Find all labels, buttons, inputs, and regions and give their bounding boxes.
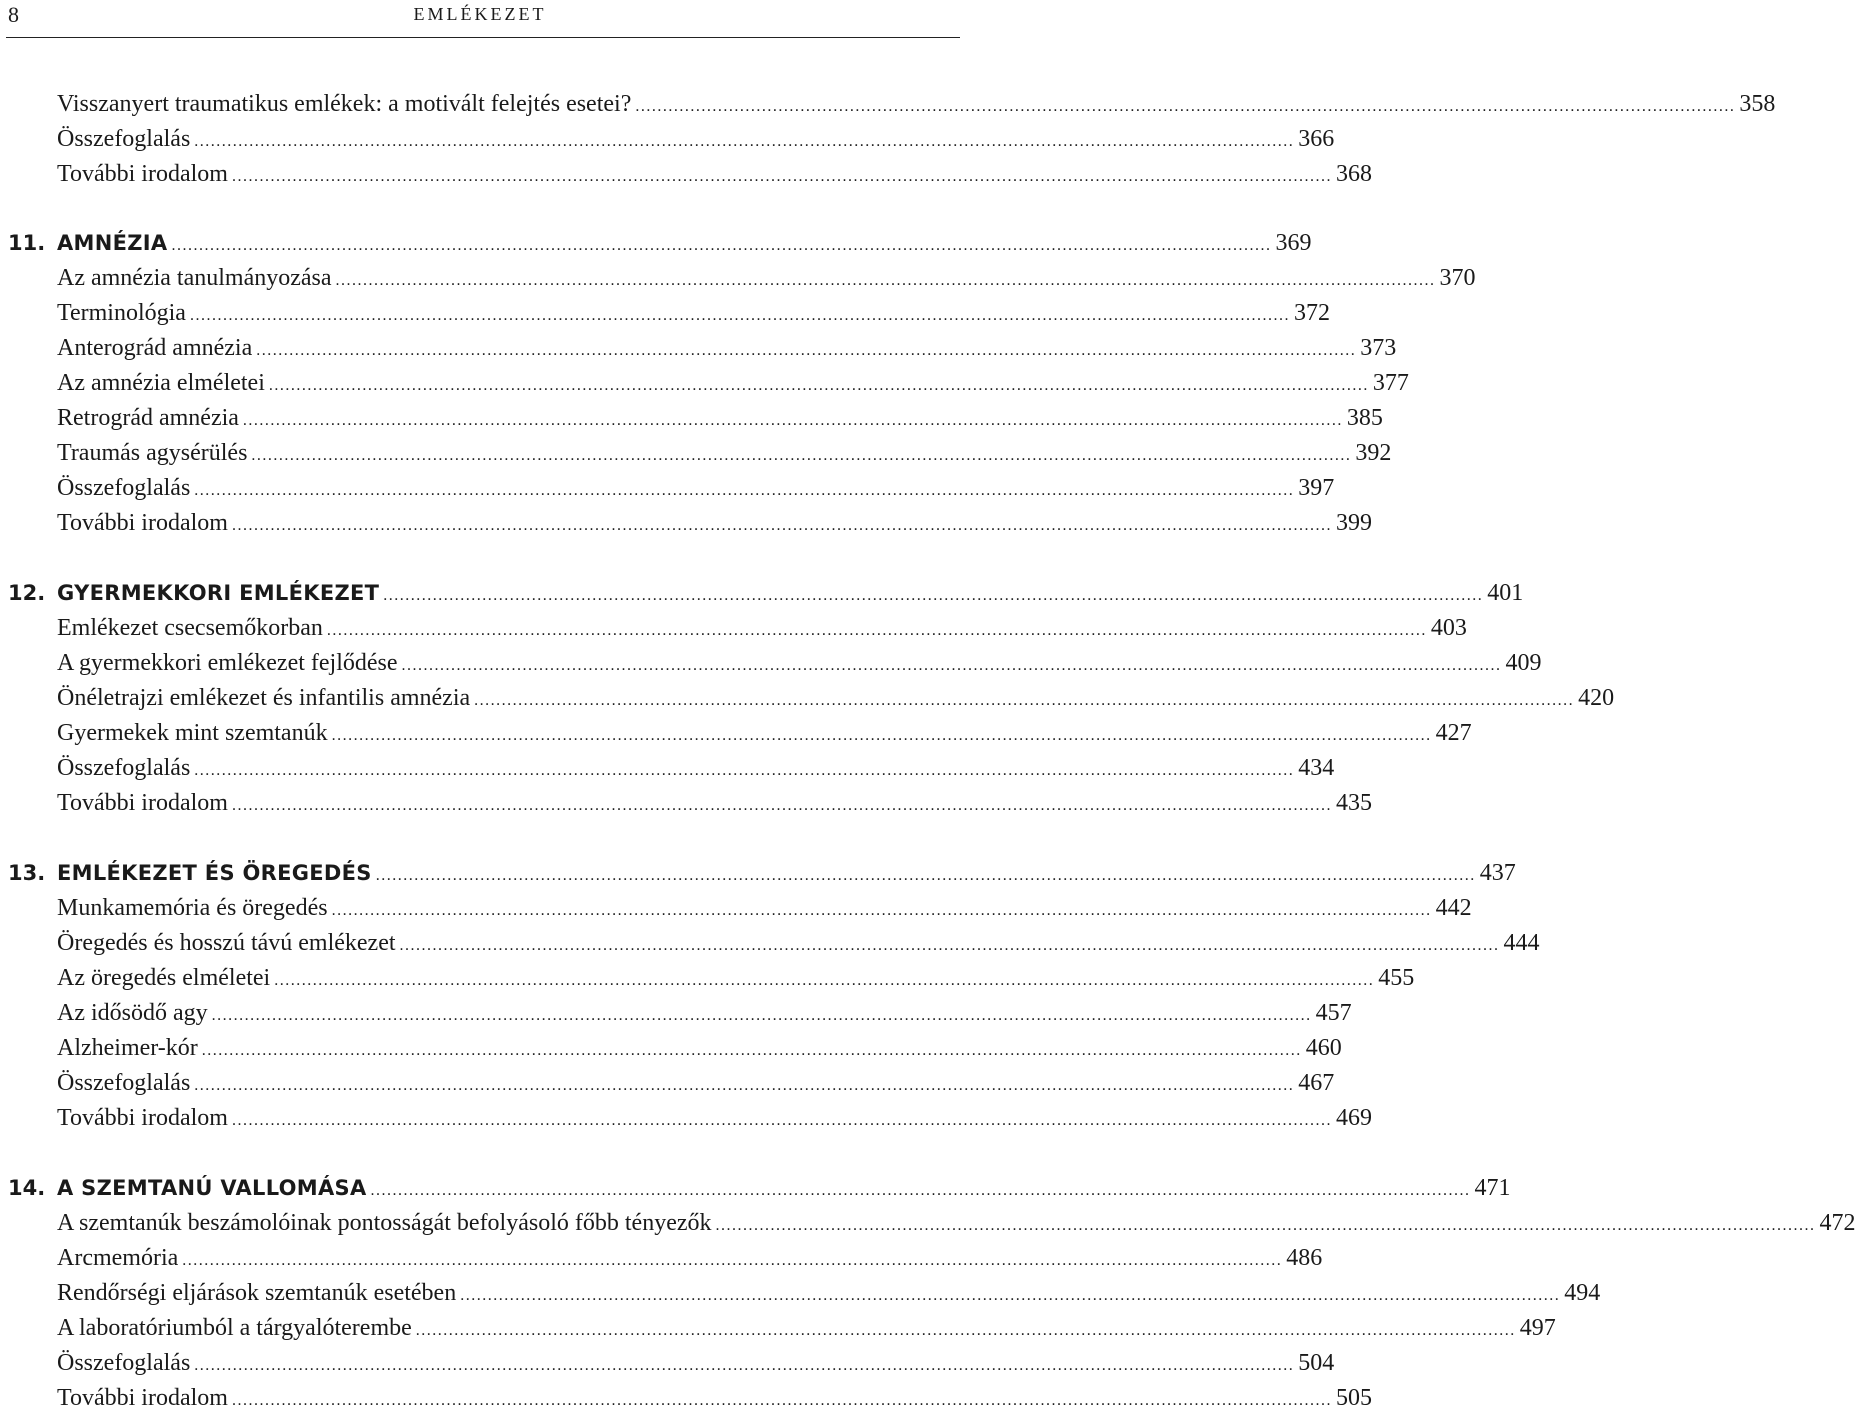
dot-leader: ........................................................................................................................................................................................................ [231, 1392, 1332, 1409]
chapter-number: 12. [8, 581, 46, 605]
dot-leader: ........................................................................................................................................................................................................ [460, 1287, 1561, 1304]
dot-leader: ........................................................................................................................................................................................................ [231, 1112, 1332, 1129]
toc-entry-row [0, 507, 1372, 539]
toc-line [57, 1312, 1556, 1347]
dot-leader: ........................................................................................................................................................................................................ [231, 517, 1332, 534]
toc-line [57, 892, 1472, 927]
toc-line [57, 1032, 1342, 1067]
toc-entry-row [0, 262, 1476, 294]
toc-entry-row [0, 752, 1335, 784]
toc-line [57, 297, 1330, 332]
toc-line [57, 262, 1476, 297]
page-ref: 467 [1298, 1070, 1335, 1096]
toc-entry-row [0, 1207, 1856, 1239]
toc-line [57, 612, 1467, 647]
toc-line [57, 927, 1540, 962]
dot-leader: ........................................................................................................................................................................................................ [399, 937, 1500, 954]
toc-line [57, 472, 1335, 507]
page-ref: 368 [1335, 161, 1372, 187]
chapter-title: A SZEMTANÚ VALLOMÁSA [57, 1176, 367, 1200]
dot-leader: ........................................................................................................................................................................................................ [274, 972, 1375, 989]
toc-entry-row [0, 297, 1330, 329]
page-ref: 494 [1564, 1280, 1601, 1306]
dot-leader: ........................................................................................................................................................................................................ [268, 377, 1369, 394]
dot-leader: ........................................................................................................................................................................................................ [401, 657, 1502, 674]
toc-line [57, 647, 1542, 682]
toc-line [57, 88, 1776, 123]
section-title: Arcmemória [57, 1245, 179, 1271]
dot-leader: ........................................................................................................................................................................................................ [189, 307, 1290, 324]
toc-chapter-row [0, 857, 1516, 889]
toc-line [57, 1207, 1856, 1242]
page-ref: 397 [1298, 475, 1335, 501]
chapter-title: EMLÉKEZET ÉS ÖREGEDÉS [57, 861, 372, 885]
page-ref: 437 [1479, 860, 1516, 886]
toc-entry-row [0, 158, 1372, 190]
page-ref: 399 [1335, 510, 1372, 536]
toc-entry-row [0, 927, 1540, 959]
dot-leader: ........................................................................................................................................................................................................ [331, 902, 1432, 919]
header-rule [6, 37, 960, 38]
page-ref: 435 [1335, 790, 1372, 816]
dot-leader: ........................................................................................................................................................................................................ [231, 168, 1332, 185]
toc-entry-row [0, 962, 1415, 994]
dot-leader: ........................................................................................................................................................................................................ [474, 692, 1575, 709]
section-title: Traumás agysérülés [57, 440, 248, 466]
page-ref: 504 [1298, 1350, 1335, 1376]
section-title: Összefoglalás [57, 475, 191, 501]
toc-chapter-row [0, 577, 1524, 609]
running-title: EMLÉKEZET [413, 4, 547, 24]
dot-leader: ........................................................................................................................................................................................................ [194, 482, 1295, 499]
section-title: Anterográd amnézia [57, 335, 253, 361]
toc-entry-row [0, 1312, 1556, 1344]
chapter-number: 14. [8, 1176, 46, 1200]
toc-entry-row [0, 1032, 1342, 1064]
toc-entry-row [0, 437, 1392, 469]
toc-entry-row [0, 1277, 1601, 1309]
toc-line [57, 752, 1335, 787]
section-title: Munkamemória és öregedés [57, 895, 328, 921]
toc-entry-row [0, 123, 1335, 155]
toc-line [57, 367, 1409, 402]
toc-entry-row [0, 332, 1397, 364]
section-title: Az amnézia tanulmányozása [57, 265, 332, 291]
chapter-title: AMNÉZIA [57, 231, 168, 255]
section-title: A szemtanúk beszámolóinak pontosságát befolyásoló főbb tényezők [57, 1210, 712, 1236]
page-ref: 373 [1360, 335, 1397, 361]
toc-entry-row [0, 1347, 1335, 1379]
toc-entry-row [0, 997, 1352, 1029]
toc-line [57, 437, 1392, 472]
section-title: További irodalom [57, 161, 228, 187]
page-ref: 486 [1286, 1245, 1323, 1271]
toc-entry-row [0, 367, 1409, 399]
dot-leader: ........................................................................................................................................................................................................ [415, 1322, 1516, 1339]
page-ref: 385 [1346, 405, 1383, 431]
page-ref: 469 [1335, 1105, 1372, 1131]
dot-leader: ........................................................................................................................................................................................................ [194, 133, 1295, 150]
section-title: Rendőrségi eljárások szemtanúk esetében [57, 1280, 457, 1306]
page-ref: 471 [1474, 1175, 1511, 1201]
page-ref: 403 [1430, 615, 1467, 641]
dot-leader: ........................................................................................................................................................................................................ [194, 1357, 1295, 1374]
toc-entry-row [0, 1242, 1323, 1274]
toc-line [57, 717, 1472, 752]
dot-leader: ........................................................................................................................................................................................................ [231, 797, 1332, 814]
section-title: Összefoglalás [57, 126, 191, 152]
toc-chapter-row [0, 1172, 1511, 1204]
section-title: Az öregedés elméletei [57, 965, 271, 991]
toc-line [57, 1172, 1511, 1207]
section-title: Az idősödő agy [57, 1000, 208, 1026]
toc-entry-row [0, 787, 1372, 819]
dot-leader: ........................................................................................................................................................................................................ [715, 1217, 1816, 1234]
dot-leader: ........................................................................................................................................................................................................ [201, 1042, 1302, 1059]
toc-line [57, 227, 1312, 262]
section-title: Terminológia [57, 300, 186, 326]
section-title: További irodalom [57, 1105, 228, 1131]
toc-entry-row [0, 612, 1467, 644]
chapter-number: 13. [8, 861, 46, 885]
page-ref: 409 [1505, 650, 1542, 676]
section-title: Öregedés és hosszú távú emlékezet [57, 930, 396, 956]
page-ref: 472 [1819, 1210, 1856, 1236]
toc-entry-row [0, 88, 1776, 120]
page-number: 8 [8, 2, 19, 27]
dot-leader: ........................................................................................................................................................................................................ [375, 867, 1476, 884]
dot-leader: ........................................................................................................................................................................................................ [635, 98, 1736, 115]
section-title: Visszanyert traumatikus emlékek: a motivált felejtés esetei? [57, 91, 632, 117]
section-title: Retrográd amnézia [57, 405, 239, 431]
toc-line [57, 158, 1372, 193]
toc-line [57, 402, 1383, 437]
section-title: Az amnézia elméletei [57, 370, 265, 396]
page-ref: 366 [1298, 126, 1335, 152]
dot-leader: ........................................................................................................................................................................................................ [211, 1007, 1312, 1024]
toc-line [57, 997, 1352, 1032]
toc-line [57, 857, 1516, 892]
dot-leader: ........................................................................................................................................................................................................ [242, 412, 1343, 429]
page-header [0, 0, 960, 40]
section-title: További irodalom [57, 790, 228, 816]
toc-entry-row [0, 717, 1472, 749]
dot-leader: ........................................................................................................................................................................................................ [194, 1077, 1295, 1094]
toc-line [57, 1382, 1372, 1417]
section-title: Emlékezet csecsemőkorban [57, 615, 323, 641]
dot-leader: ........................................................................................................................................................................................................ [335, 272, 1436, 289]
toc-entry-row [0, 682, 1615, 714]
section-title: A gyermekkori emlékezet fejlődése [57, 650, 398, 676]
page-ref: 505 [1335, 1385, 1372, 1411]
dot-leader: ........................................................................................................................................................................................................ [251, 447, 1352, 464]
section-title: A laboratóriumból a tárgyalóterembe [57, 1315, 412, 1341]
toc-line [57, 1347, 1335, 1382]
dot-leader: ........................................................................................................................................................................................................ [326, 622, 1427, 639]
section-title: Összefoglalás [57, 755, 191, 781]
section-title: Önéletrajzi emlékezet és infantilis amnézia [57, 685, 471, 711]
page-ref: 442 [1435, 895, 1472, 921]
dot-leader: ........................................................................................................................................................................................................ [383, 587, 1484, 604]
page-ref: 392 [1355, 440, 1392, 466]
page-ref: 444 [1503, 930, 1540, 956]
section-title: További irodalom [57, 1385, 228, 1411]
page-ref: 457 [1315, 1000, 1352, 1026]
section-title: Összefoglalás [57, 1350, 191, 1376]
page-ref: 401 [1487, 580, 1524, 606]
page-ref: 497 [1519, 1315, 1556, 1341]
toc-line [57, 682, 1615, 717]
toc-entry-row [0, 402, 1383, 434]
dot-leader: ........................................................................................................................................................................................................ [331, 727, 1432, 744]
toc-line [57, 507, 1372, 542]
page-ref: 369 [1275, 230, 1312, 256]
page-ref: 434 [1298, 755, 1335, 781]
toc-line [57, 787, 1372, 822]
toc-chapter-row [0, 227, 1312, 259]
page-ref: 455 [1378, 965, 1415, 991]
chapter-title: GYERMEKKORI EMLÉKEZET [57, 581, 380, 605]
toc-line [57, 1242, 1323, 1277]
toc-entry-row [0, 1102, 1372, 1134]
toc-entry-row [0, 1067, 1335, 1099]
toc-entry-row [0, 472, 1335, 504]
toc-entry-row [0, 1382, 1372, 1414]
page-ref: 427 [1435, 720, 1472, 746]
section-title: További irodalom [57, 510, 228, 536]
chapter-number: 11. [8, 231, 46, 255]
page-ref: 460 [1305, 1035, 1342, 1061]
section-title: Alzheimer-kór [57, 1035, 198, 1061]
toc-line [57, 962, 1415, 997]
page-ref: 377 [1372, 370, 1409, 396]
toc-entry-row [0, 892, 1472, 924]
dot-leader: ........................................................................................................................................................................................................ [182, 1252, 1283, 1269]
toc-line [57, 577, 1524, 612]
dot-leader: ........................................................................................................................................................................................................ [256, 342, 1357, 359]
page-ref: 420 [1578, 685, 1615, 711]
page-ref: 370 [1439, 265, 1476, 291]
page-ref: 372 [1293, 300, 1330, 326]
toc-line [57, 332, 1397, 367]
dot-leader: ........................................................................................................................................................................................................ [171, 237, 1272, 254]
toc-line [57, 123, 1335, 158]
section-title: Összefoglalás [57, 1070, 191, 1096]
dot-leader: ........................................................................................................................................................................................................ [194, 762, 1295, 779]
dot-leader: ........................................................................................................................................................................................................ [370, 1182, 1471, 1199]
toc-line [57, 1067, 1335, 1102]
toc-line [57, 1102, 1372, 1137]
page-ref: 358 [1739, 91, 1776, 117]
section-title: Gyermekek mint szemtanúk [57, 720, 328, 746]
toc-line [57, 1277, 1601, 1312]
toc-entry-row [0, 647, 1542, 679]
